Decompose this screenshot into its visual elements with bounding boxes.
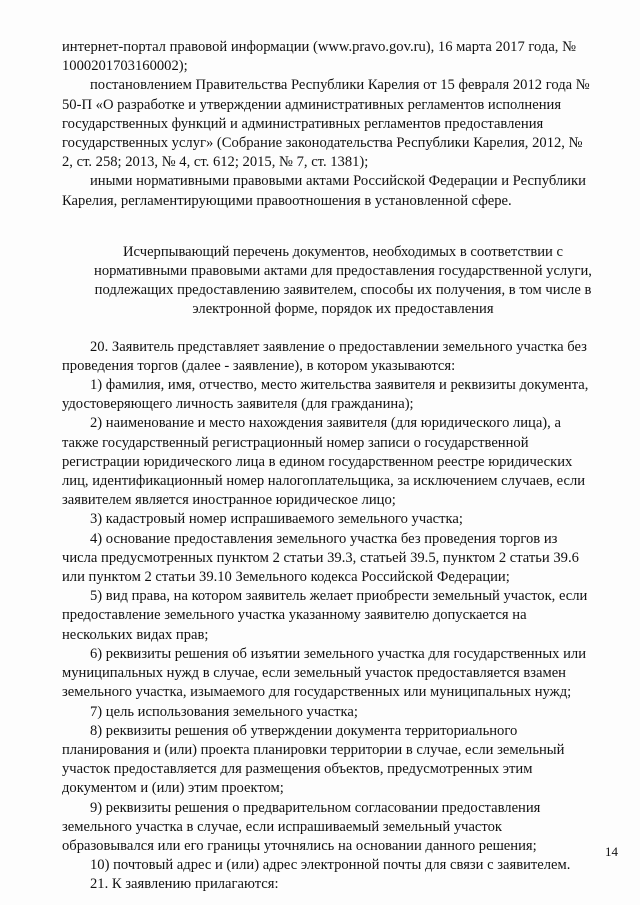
section-heading: Исчерпывающий перечень документов, необходимых в соответствии с нормативными правовыми актами для предоставления государственной услуги, подлежащих предоставлению заявителем, способы их получения, в том числе в электронной форме, порядок их предоставления: [94, 243, 592, 318]
list-item-3: 3) кадастровый номер испрашиваемого земельного участка;: [90, 511, 463, 528]
list-item-4: 4) основание предоставления земельного участка без проведения торгов из числа предусмотренных пунктом 2 статьи 39.3, статьей 39.5, пунктом 2 статьи 39.6 или пунктом 2 статьи 39.10 Земельного кодекса Российской Федерации;: [62, 530, 579, 586]
intro-paragraph-2: постановлением Правительства Республики Карелия от 15 февраля 2012 года № 50-П «О разработке и утверждении административных регламентов исполнения государственных функций и административных регламентов предоставления государственных услуг» (Собрание законодательства Республики Карелия, 2012, № 2, ст. 258; 2013, № 4, ст. 612; 2015, № 7, ст. 1381);: [62, 77, 590, 171]
list-item-9: 9) реквизиты решения о предварительном согласовании предоставления земельного участка в случае, если испрашиваемый земельный участок образовывался или его границы уточнялись на основании данного решения;: [62, 799, 541, 854]
list-item-2: 2) наименование и место нахождения заявителя (для юридического лица), а также государственный регистрационный номер записи о государственной регистрации юридического лица в едином государственном реестре юридических лиц, идентификационный номер налогоплательщика, за исключением случаев, если заявителем является иностранное юридическое лицо;: [62, 415, 586, 509]
page-number: 14: [605, 844, 618, 859]
list-item-7: 7) цель использования земельного участка;: [90, 703, 358, 720]
intro-paragraph-3: иными нормативными правовыми актами Российской Федерации и Республики Карелия, регламентирующими правоотношения в установленной сфере.: [62, 173, 586, 209]
list-item-10: 10) почтовый адрес и (или) адрес электронной почты для связи с заявителем.: [90, 857, 571, 874]
intro-paragraph-1: интернет-портал правовой информации (www.pravo.gov.ru), 16 марта 2017 года, № 1000201703160002);: [62, 39, 577, 75]
page-content: [62, 38, 624, 895]
list-item-5: 5) вид права, на котором заявитель желает приобрести земельный участок, если предоставление земельного участка указанному заявителю допускается на нескольких видах прав;: [62, 588, 588, 643]
list-item-6: 6) реквизиты решения об изъятии земельного участка для государственных или муниципальных нужд в случае, если земельный участок предоставляется взамен земельного участка, изымаемого для государственных или муниципальных нужд;: [62, 645, 587, 701]
body-paragraph-20: 20. Заявитель представляет заявление о предоставлении земельного участка без проведения торгов (далее - заявление), в котором указываются:: [62, 338, 587, 374]
list-item-1: 1) фамилия, имя, отчество, место жительства заявителя и реквизиты документа, удостоверяющего личность заявителя (для гражданина);: [62, 377, 589, 413]
list-item-8: 8) реквизиты решения об утверждении документа территориального планирования и (или) проекта планировки территории в случае, если земельный участок предоставляется для размещения объектов, предусмотренных этим документом и (или) этим проектом;: [62, 722, 565, 797]
body-paragraph-21: 21. К заявлению прилагаются:: [90, 876, 279, 893]
